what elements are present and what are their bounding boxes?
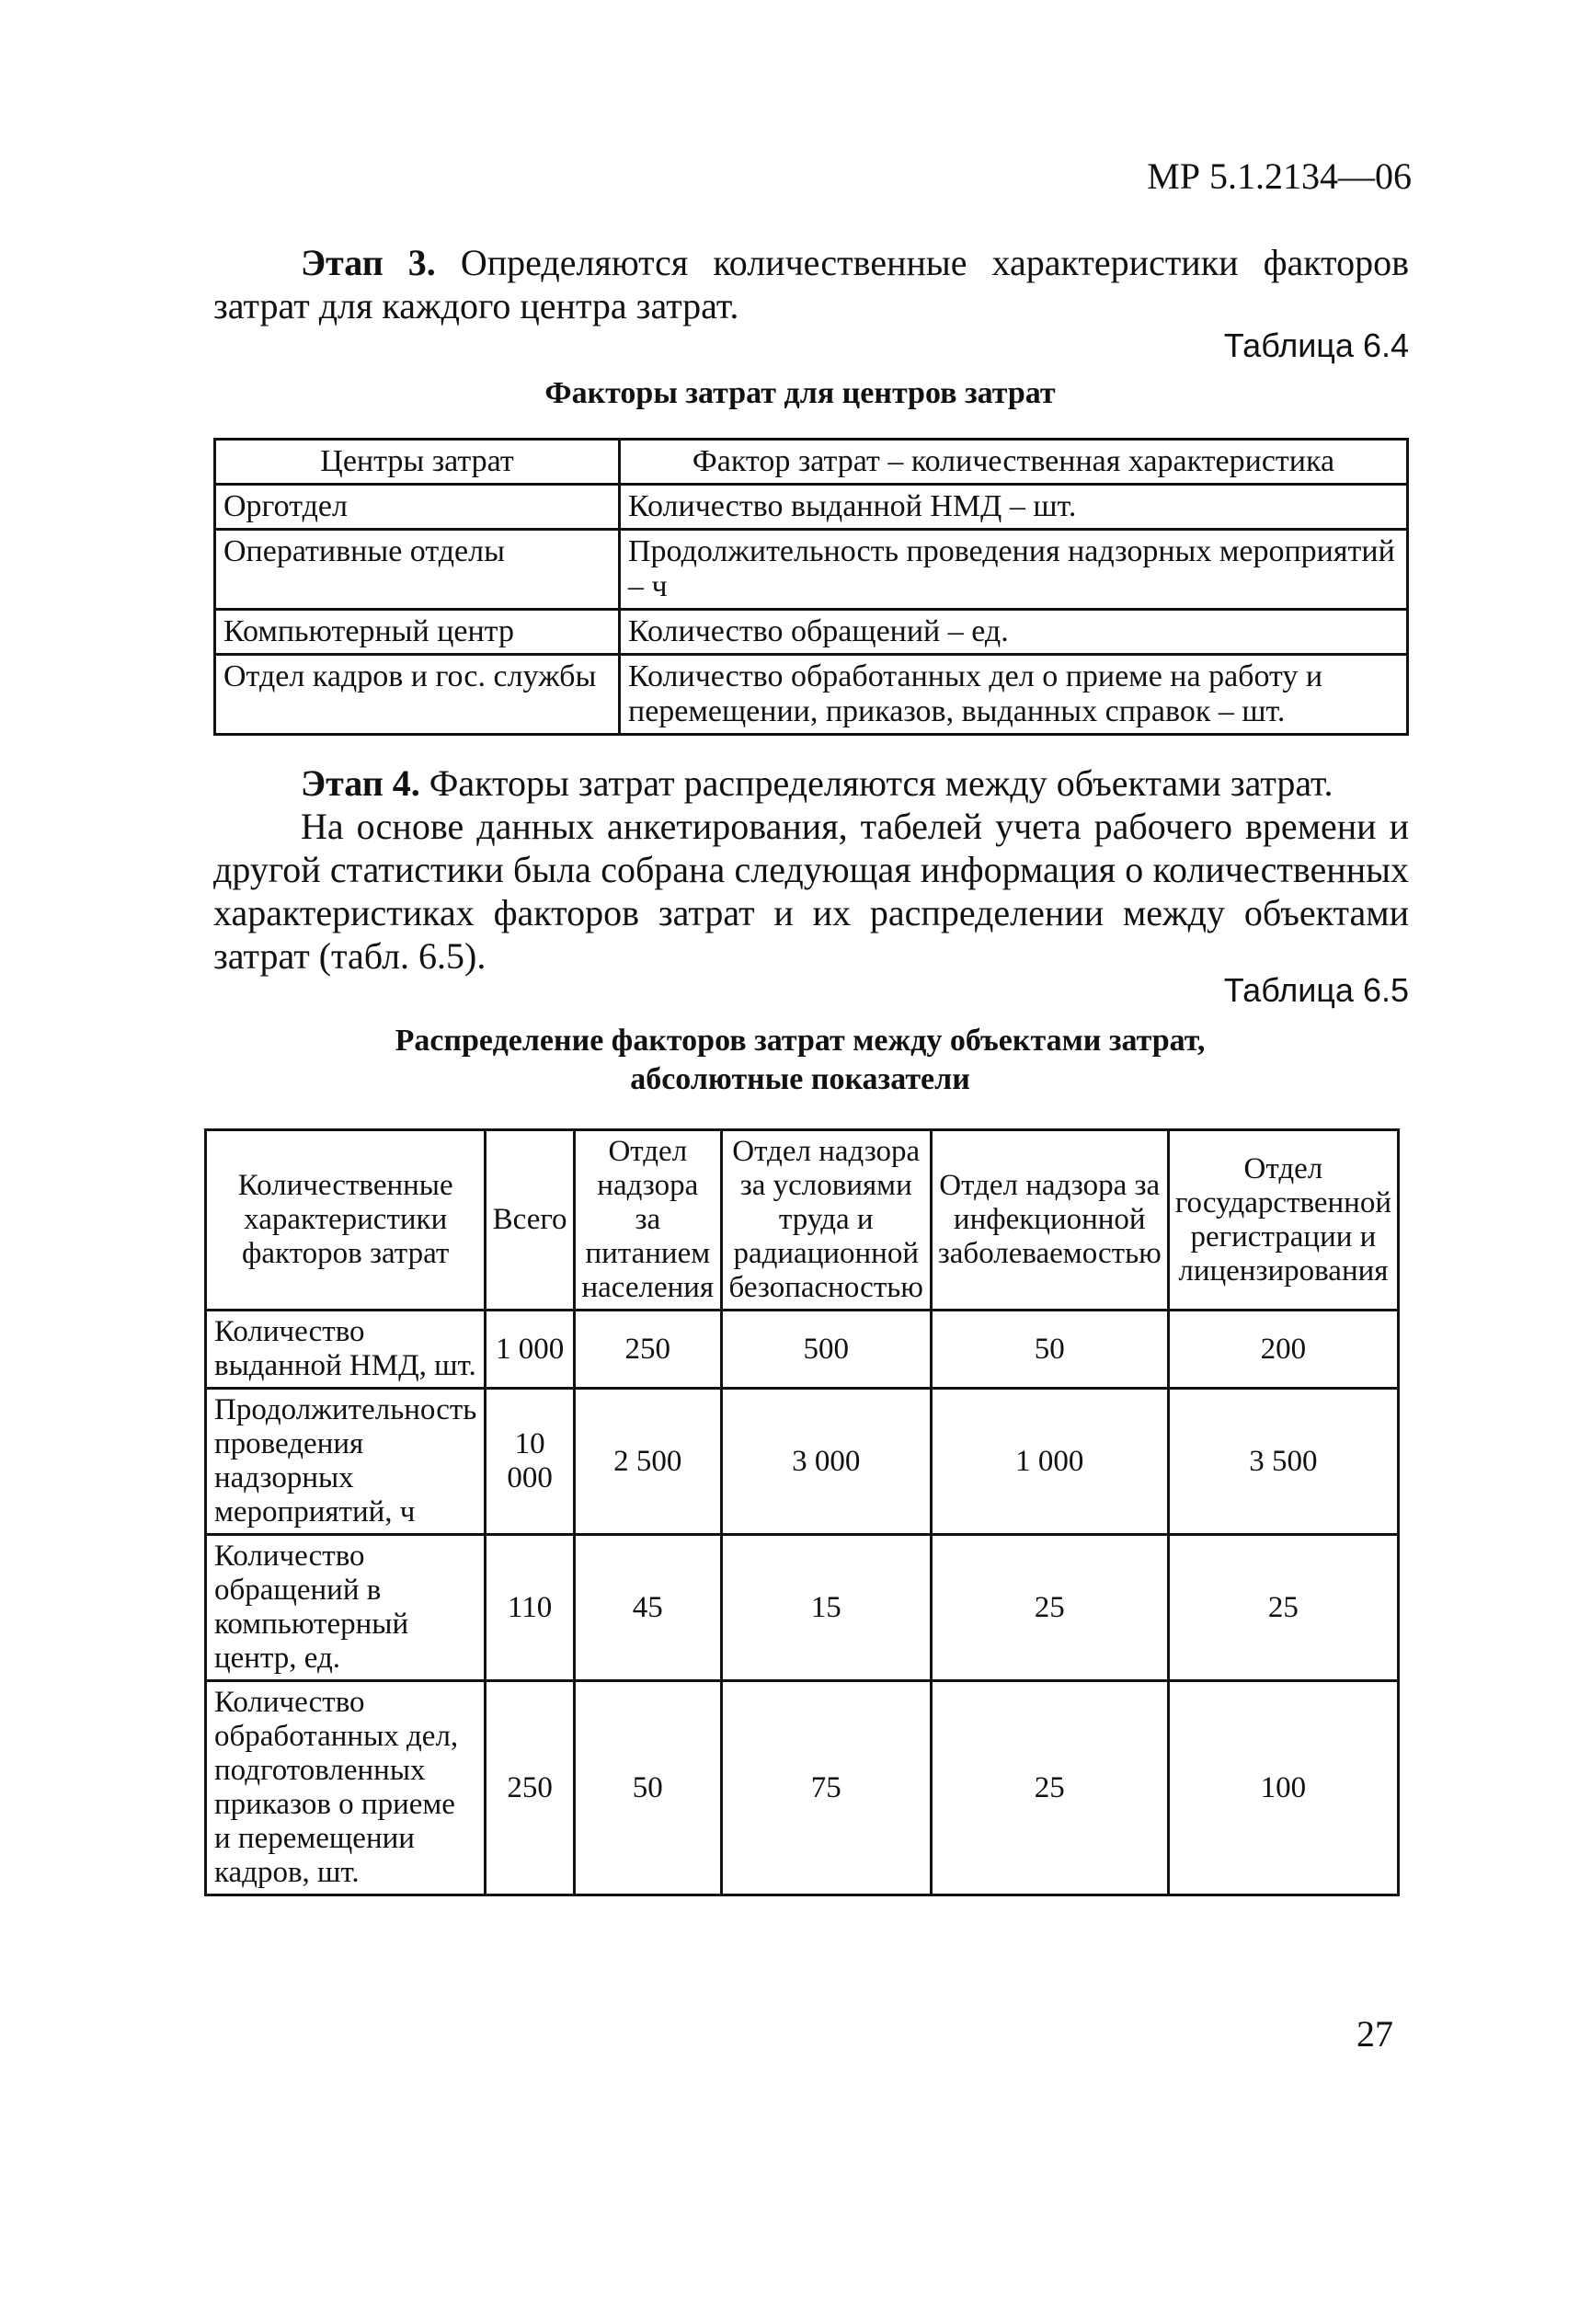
column-header: Отдел надзора за условиями труда и радиационной безопасностью: [721, 1130, 931, 1311]
document-code: МР 5.1.2134—06: [1147, 155, 1412, 197]
table-cell: 25: [931, 1681, 1168, 1895]
table-cell: 10 000: [486, 1389, 575, 1535]
table-header-row: [206, 1130, 1399, 1311]
table-cell: 1 000: [486, 1311, 575, 1389]
table-cell: Продолжительность проведения надзорных мероприятий – ч: [620, 530, 1408, 610]
table-cell: 100: [1168, 1681, 1398, 1895]
row-label: Продолжительность проведения надзорных мероприятий, ч: [206, 1389, 486, 1535]
table-row: [215, 530, 1408, 610]
table-row: [206, 1389, 1399, 1535]
table-cell: 45: [574, 1535, 721, 1681]
stage-4-label: Этап 4.: [301, 762, 420, 804]
cost-factors-table: [213, 438, 1409, 736]
table-cell: 500: [721, 1311, 931, 1389]
table-cell: Орготдел: [215, 485, 620, 530]
table-6-5-title-line-2: абсолютные показатели: [630, 1062, 970, 1096]
table-cell: Количество выданной НМД – шт.: [620, 485, 1408, 530]
row-label: Количество выданной НМД, шт.: [206, 1311, 486, 1389]
cost-distribution-table: [204, 1128, 1400, 1896]
info-paragraph: [213, 805, 1409, 978]
stage-4-paragraph: [213, 761, 1409, 805]
stage-3-paragraph: [213, 241, 1409, 327]
table-cell: 50: [931, 1311, 1168, 1389]
info-paragraph-text: На основе данных анкетирования, табелей учета рабочего времени и другой статистики была собрана следующая информация о количественных характеристиках факторов затрат и их распределении между объектами затрат (табл. 6.5).: [213, 806, 1409, 977]
table-cell: Количество обработанных дел о приеме на работу и перемещении, приказов, выданных справок – шт.: [620, 655, 1408, 735]
table-cell: 25: [931, 1535, 1168, 1681]
column-header: Фактор затрат – количественная характеристика: [620, 440, 1408, 485]
table-cell: 3 500: [1168, 1389, 1398, 1535]
table-6-5-title-line-1: Распределение факторов затрат между объектами затрат,: [395, 1024, 1206, 1058]
table-cell: 50: [574, 1681, 721, 1895]
stage-4-text: Факторы затрат распределяются между объектами затрат.: [419, 762, 1333, 804]
table-6-4-number: Таблица 6.4: [1223, 326, 1409, 364]
page-number: 27: [1356, 2013, 1393, 2055]
table-cell: 200: [1168, 1311, 1398, 1389]
table-6-5-number: Таблица 6.5: [1223, 971, 1409, 1009]
table-cell: Оперативные отделы: [215, 530, 620, 610]
table-cell: 75: [721, 1681, 931, 1895]
table-header-row: [215, 440, 1408, 485]
column-header: Центры затрат: [215, 440, 620, 485]
table-cell: 15: [721, 1535, 931, 1681]
row-label: Количество обращений в компьютерный центр, ед.: [206, 1535, 486, 1681]
stage-3-text: Определяются количественные характеристики факторов затрат для каждого центра затрат.: [213, 242, 1409, 326]
table-row: [206, 1681, 1399, 1895]
table-row: [215, 610, 1408, 655]
column-header: Отдел государственной регистрации и лицензирования: [1168, 1130, 1398, 1311]
column-header: Всего: [486, 1130, 575, 1311]
column-header: Отдел надзора за питанием населения: [574, 1130, 721, 1311]
row-label: Количество обработанных дел, подготовленных приказов о приеме и перемещении кадров, шт.: [206, 1681, 486, 1895]
table-row: [206, 1311, 1399, 1389]
table-cell: Количество обращений – ед.: [620, 610, 1408, 655]
table-cell: 3 000: [721, 1389, 931, 1535]
table-row: [215, 485, 1408, 530]
table-6-4-title: Факторы затрат для центров затрат: [544, 376, 1056, 410]
table-cell: 25: [1168, 1535, 1398, 1681]
table-cell: Отдел кадров и гос. службы: [215, 655, 620, 735]
stage-3-label: Этап 3.: [301, 242, 436, 283]
table-cell: 110: [486, 1535, 575, 1681]
table-cell: 2 500: [574, 1389, 721, 1535]
table-cell: 1 000: [931, 1389, 1168, 1535]
table-row: [206, 1535, 1399, 1681]
column-header: Количественные характеристики факторов затрат: [206, 1130, 486, 1311]
column-header: Отдел надзора за инфекционной заболеваемостью: [931, 1130, 1168, 1311]
table-cell: 250: [486, 1681, 575, 1895]
table-row: [215, 655, 1408, 735]
table-cell: Компьютерный центр: [215, 610, 620, 655]
table-cell: 250: [574, 1311, 721, 1389]
